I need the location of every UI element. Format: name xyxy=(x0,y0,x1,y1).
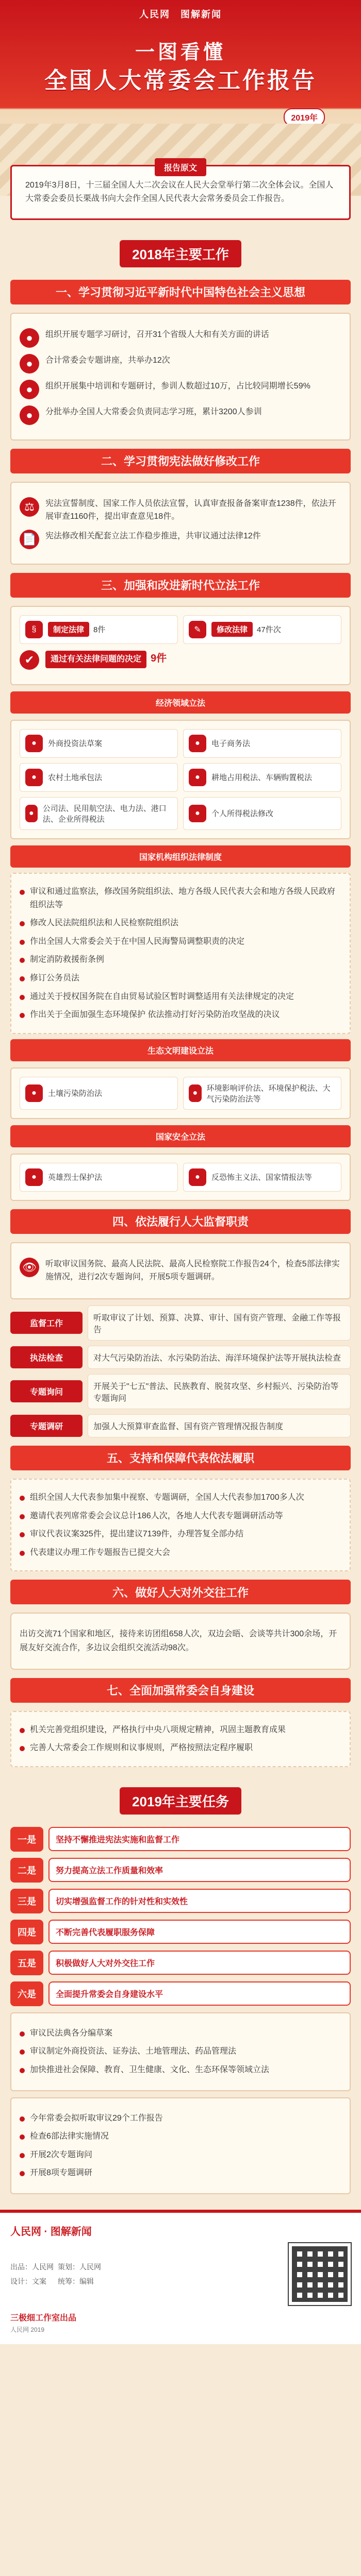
state-list xyxy=(10,873,351,1034)
list-text: 修订公务员法 xyxy=(30,973,80,982)
list-item xyxy=(20,953,341,967)
credit-line: 出品：人民网 xyxy=(10,2263,54,2271)
supervision-value: 对大气污染防治法、水污染防治法、海洋环境保护法等开展执法检查 xyxy=(88,1346,351,1369)
list-text: 机关完善党组织建设，严格执行中央八项规定精神，巩固主题教育成果 xyxy=(30,1725,286,1734)
task-index: 三是 xyxy=(10,1889,43,1913)
publisher: 三极细工作室出品 xyxy=(10,2314,77,2323)
supervision-kv xyxy=(10,1374,351,1409)
task-text: 切实增强监督工作的针对性和实效性 xyxy=(48,1889,351,1913)
task-text: 积极做好人大对外交往工作 xyxy=(48,1951,351,1975)
bullet-icon xyxy=(20,2153,25,2158)
tax-icon: ● xyxy=(189,769,206,786)
lead-box xyxy=(10,165,351,220)
econ-label: 外商投资法草案 xyxy=(48,739,103,749)
section2-card xyxy=(10,482,351,565)
list-item xyxy=(20,1008,341,1022)
subsection-7: 七、全面加强常委会自身建设 xyxy=(10,1678,351,1703)
credit-line: 策划：人民网 xyxy=(58,2263,101,2271)
qr-code-icon xyxy=(289,2243,351,2305)
bullet-icon xyxy=(20,2116,25,2122)
list-item xyxy=(20,328,341,348)
task-item xyxy=(10,1951,351,1975)
list-item xyxy=(20,1741,341,1755)
globe-icon: ● xyxy=(25,735,43,752)
hero-kicker: 一图看懂 xyxy=(135,42,226,63)
chart-icon: ● xyxy=(20,380,39,399)
list-text: 作出关于全面加强生态环境保护 依法推动打好污染防治攻坚战的决议 xyxy=(30,1010,280,1020)
bullet-icon xyxy=(20,2134,25,2140)
list-item xyxy=(20,1546,341,1560)
list-text: 审议代表议案325件，提出建议7139件，办理答复全部办结 xyxy=(30,1530,244,1539)
book-icon: ● xyxy=(20,328,39,348)
doc-icon: ● xyxy=(189,1168,206,1186)
deputies-list xyxy=(10,1479,351,1571)
task2-details xyxy=(10,2012,351,2091)
hero-headline: 全国人大常委会工作报告 xyxy=(44,68,317,93)
list-item xyxy=(20,2148,341,2162)
list-text: 今年常委会拟听取审议29个工作报告 xyxy=(30,2113,163,2123)
econ-title: 经济领域立法 xyxy=(10,691,351,714)
task-item xyxy=(10,1889,351,1913)
mini-label: 环境影响评价法、环境保护税法、大气污染防治法等 xyxy=(206,1083,331,1104)
list-text: 作出全国人大常委会关于在中国人民海警局调整职责的决定 xyxy=(30,937,245,946)
list-text: 分批举办全国人大常委会负责同志学习班，累计3200人参训 xyxy=(45,407,262,416)
list-text: 邀请代表列席常委会会议总计186人次，各地人大代表专题调研活动等 xyxy=(30,1511,283,1520)
list-text: 制定消防救援衔条例 xyxy=(30,955,105,964)
law-revised: ✎ 修改法律 47件次 xyxy=(183,615,341,644)
eco-card xyxy=(10,1067,351,1119)
list-text: 审议民法典各分编草案 xyxy=(30,2028,113,2038)
list-item xyxy=(20,1528,341,1541)
econ-item xyxy=(20,729,178,758)
doc-icon: 📄 xyxy=(20,530,39,549)
list-item xyxy=(20,354,341,374)
bullet-icon xyxy=(20,940,25,945)
list-item xyxy=(20,972,341,985)
list-item xyxy=(20,1723,341,1737)
econ-item xyxy=(20,763,178,792)
bullet-icon xyxy=(20,890,25,895)
shield-icon: ● xyxy=(25,1168,43,1186)
eco-title: 生态文明建设立法 xyxy=(10,1039,351,1061)
bullet-icon xyxy=(20,958,25,963)
list-text: 合计常委会专题讲座，共举办12次 xyxy=(45,355,170,365)
section-2019: 2019年主要任务 xyxy=(21,1788,340,1815)
supervision-kv xyxy=(10,1346,351,1369)
bullet-icon xyxy=(20,1514,25,1519)
list-item xyxy=(20,2130,341,2143)
bullet-icon xyxy=(20,2049,25,2055)
section2-text-2: 宪法修改相关配套立法工作稳步推进，共审议通过法律12件 xyxy=(45,531,261,540)
bullet-icon xyxy=(20,1532,25,1537)
econ-item xyxy=(183,797,341,830)
list-item xyxy=(20,990,341,1004)
security-title: 国家安全立法 xyxy=(10,1125,351,1147)
bullet-icon xyxy=(20,921,25,926)
task-text: 不断完善代表履职服务保障 xyxy=(48,1920,351,1944)
task-text: 坚持不懈推进宪法实施和监督工作 xyxy=(48,1827,351,1851)
flag-icon: ● xyxy=(20,405,39,425)
list-item xyxy=(20,885,341,911)
security-item xyxy=(20,1163,178,1192)
econ-card xyxy=(10,720,351,839)
supervision-kv xyxy=(10,1306,351,1341)
subsection-4: 四、依法履行人大监督职责 xyxy=(10,1209,351,1234)
supervision-value: 加强人大预算审查监督、国有资产管理情况报告制度 xyxy=(88,1414,351,1437)
subsection-6: 六、做好人大对外交往工作 xyxy=(10,1580,351,1604)
security-item xyxy=(183,1163,341,1192)
check-icon: ✔ xyxy=(20,650,39,670)
list-text: 组织开展专题学习研讨，召开31个省级人大和有关方面的讲话 xyxy=(45,330,269,339)
section3-card xyxy=(10,606,351,685)
list-item xyxy=(20,1510,341,1523)
list-text: 代表建议办理工作专题报告已提交大会 xyxy=(30,1548,171,1557)
phone-icon: ● xyxy=(189,735,206,752)
security-card xyxy=(10,1154,351,1201)
list-text: 组织全国人大代表参加集中视察、专题调研，全国人大代表参加1700多人次 xyxy=(30,1493,304,1502)
footer xyxy=(0,2210,361,2344)
task-text: 努力提高立法工作质量和效率 xyxy=(48,1858,351,1882)
eye-icon: 👁 xyxy=(20,1258,39,1277)
bullet-icon xyxy=(20,1551,25,1556)
law-decisions: ✔ 通过有关法律问题的决定 9件 xyxy=(20,650,341,670)
credit-line: 设计：文案 xyxy=(10,2277,46,2285)
tractor-icon: ● xyxy=(25,769,43,786)
econ-label: 个人所得税法修改 xyxy=(211,809,274,819)
lead-title: 报告原文 xyxy=(155,158,206,176)
list-item xyxy=(20,1491,341,1504)
list-text: 修改人民法院组织法和人民检察院组织法 xyxy=(30,919,179,928)
econ-item xyxy=(183,729,341,758)
task-index: 六是 xyxy=(10,1981,43,2006)
bullet-icon xyxy=(20,1013,25,1018)
eco-item xyxy=(20,1077,178,1110)
supervision-key: 专题询问 xyxy=(10,1380,83,1402)
company-icon: ● xyxy=(25,805,38,822)
brand-logo: 人民网 xyxy=(139,9,170,20)
task-text: 全面提升常委会自身建设水平 xyxy=(48,1981,351,2006)
doc-icon: ● xyxy=(189,805,206,822)
list-text: 加快推进社会保障、教育、卫生健康、文化、生态环保等领域立法 xyxy=(30,2065,270,2075)
bullet-icon xyxy=(20,976,25,981)
leaf-icon: ● xyxy=(25,1084,43,1102)
supervision-value: 听取审议了计划、预算、决算、审计、国有资产管理、金融工作等报告 xyxy=(88,1306,351,1341)
task-item xyxy=(10,1981,351,2006)
task-item xyxy=(10,1827,351,1852)
bullet-icon xyxy=(20,1728,25,1733)
bullet-icon xyxy=(20,1496,25,1501)
task-index: 五是 xyxy=(10,1951,43,1975)
subsection-1: 一、学习贯彻习近平新时代中国特色社会主义思想 xyxy=(10,280,351,304)
tree-icon: ● xyxy=(189,1084,202,1102)
self-list xyxy=(10,1711,351,1767)
credit-line: 统筹：编辑 xyxy=(58,2277,94,2285)
law-made: § 制定法律 8件 xyxy=(20,615,178,644)
subsection-5: 五、支持和保障代表依法履职 xyxy=(10,1446,351,1470)
supervision-key: 执法检查 xyxy=(10,1346,83,1368)
econ-label: 电子商务法 xyxy=(211,739,251,749)
supervision-key: 专题调研 xyxy=(10,1415,83,1437)
mini-label: 英雄烈士保护法 xyxy=(48,1173,103,1182)
law-icon: § xyxy=(25,621,43,638)
foreign-stats xyxy=(10,1613,351,1669)
task-index: 四是 xyxy=(10,1920,43,1944)
econ-item xyxy=(20,797,178,830)
mini-label: 土壤污染防治法 xyxy=(48,1089,103,1098)
list-text: 组织开展集中培训和专题研讨，参训人数超过10万，占比较同期增长59% xyxy=(45,381,310,391)
gavel-icon: ⚖ xyxy=(20,497,39,517)
supervision-card xyxy=(10,1242,351,1299)
footer-note: 人民网 2019 xyxy=(10,2326,45,2333)
subsection-3: 三、加强和改进新时代立法工作 xyxy=(10,573,351,598)
bullet-icon xyxy=(20,2171,25,2176)
subsection-2: 二、学习贯彻宪法做好修改工作 xyxy=(10,449,351,473)
lead-text: 2019年3月8日，十三届全国人大二次会议在人民大会堂举行第二次全体会议。全国人大常委会委员长栗战书向大会作全国人民代表大会常务委员会工作报告。 xyxy=(25,181,334,204)
channel-name: 图解新闻 xyxy=(180,9,222,20)
year-badge: 2019年 xyxy=(284,108,325,126)
task-index: 一是 xyxy=(10,1827,43,1852)
list-item xyxy=(20,2027,341,2040)
list-item xyxy=(20,2166,341,2180)
supervision-intro: 👁 听取审议国务院、最高人民法院、最高人民检察院工作报告24个，检查5部法律实施情况，进行2次专题询问，开展5项专题调研。 xyxy=(20,1258,341,1284)
econ-label: 农村土地承包法 xyxy=(48,773,103,783)
list-text: 完善人大常委会工作规则和议事规则，严格按照法定程序履职 xyxy=(30,1743,253,1753)
people-icon: ● xyxy=(20,354,39,374)
list-item xyxy=(20,2112,341,2125)
list-item xyxy=(20,380,341,399)
bullet-icon xyxy=(20,1746,25,1751)
list-text: 检查6部法律实施情况 xyxy=(30,2132,109,2141)
bullet-icon xyxy=(20,995,25,1000)
section2-row-2 xyxy=(20,530,341,549)
section1-card xyxy=(10,313,351,440)
task-item xyxy=(10,1920,351,1944)
list-item xyxy=(20,935,341,948)
bullet-icon xyxy=(20,2031,25,2037)
list-item xyxy=(20,2063,341,2077)
foreign-line: 出访交流71个国家和地区，接待来访团组658人次，双边会晤、会谈等共计300余场，开展友好交流合作，多边议会组织交流活动98次。 xyxy=(20,1630,337,1653)
supervision-key: 监督工作 xyxy=(10,1312,83,1334)
section-2018: 2018年主要工作 xyxy=(21,241,340,267)
footer-credits xyxy=(10,2262,101,2286)
list-text: 审议制定外商投资法、证券法、土地管理法、药品管理法 xyxy=(30,2047,237,2056)
list-item xyxy=(20,917,341,930)
supervision-kv xyxy=(10,1414,351,1437)
list-item xyxy=(20,2045,341,2058)
supervision-value: 开展关于"七五"普法、民族教育、脱贫攻坚、乡村振兴、污染防治等专题询问 xyxy=(88,1374,351,1409)
pen-icon: ✎ xyxy=(189,621,206,638)
state-title: 国家机构组织法律制度 xyxy=(10,845,351,868)
list-item xyxy=(20,405,341,425)
section2-row-1 xyxy=(20,497,341,523)
econ-item xyxy=(183,763,341,792)
task3-details xyxy=(10,2097,351,2194)
list-text: 审议和通过监察法，修改国务院组织法、地方各级人民代表大会和地方各级人民政府组织法等 xyxy=(30,887,336,909)
mini-label: 反恐怖主义法、国家情报法等 xyxy=(211,1173,313,1182)
econ-label: 耕地占用税法、车辆购置税法 xyxy=(211,773,313,783)
list-text: 开展2次专题询问 xyxy=(30,2150,92,2159)
econ-label: 公司法、民用航空法、电力法、港口法、企业所得税法 xyxy=(42,804,167,824)
task-index: 二是 xyxy=(10,1858,43,1883)
list-text: 开展8项专题调研 xyxy=(30,2168,92,2178)
footer-brand: 人民网 · 图解新闻 xyxy=(10,2226,92,2238)
eco-item xyxy=(183,1077,341,1110)
bullet-icon xyxy=(20,2068,25,2073)
list-text: 通过关于授权国务院在自由贸易试验区暂时调整适用有关法律规定的决定 xyxy=(30,992,294,1001)
task-item xyxy=(10,1858,351,1883)
section2-text-1: 宪法宣誓制度、国家工作人员依法宣誓，认真审查报备备案审查1238件，依法开展审查1160件，提出审查意见18件。 xyxy=(45,499,336,521)
hero-topbar xyxy=(0,7,361,21)
